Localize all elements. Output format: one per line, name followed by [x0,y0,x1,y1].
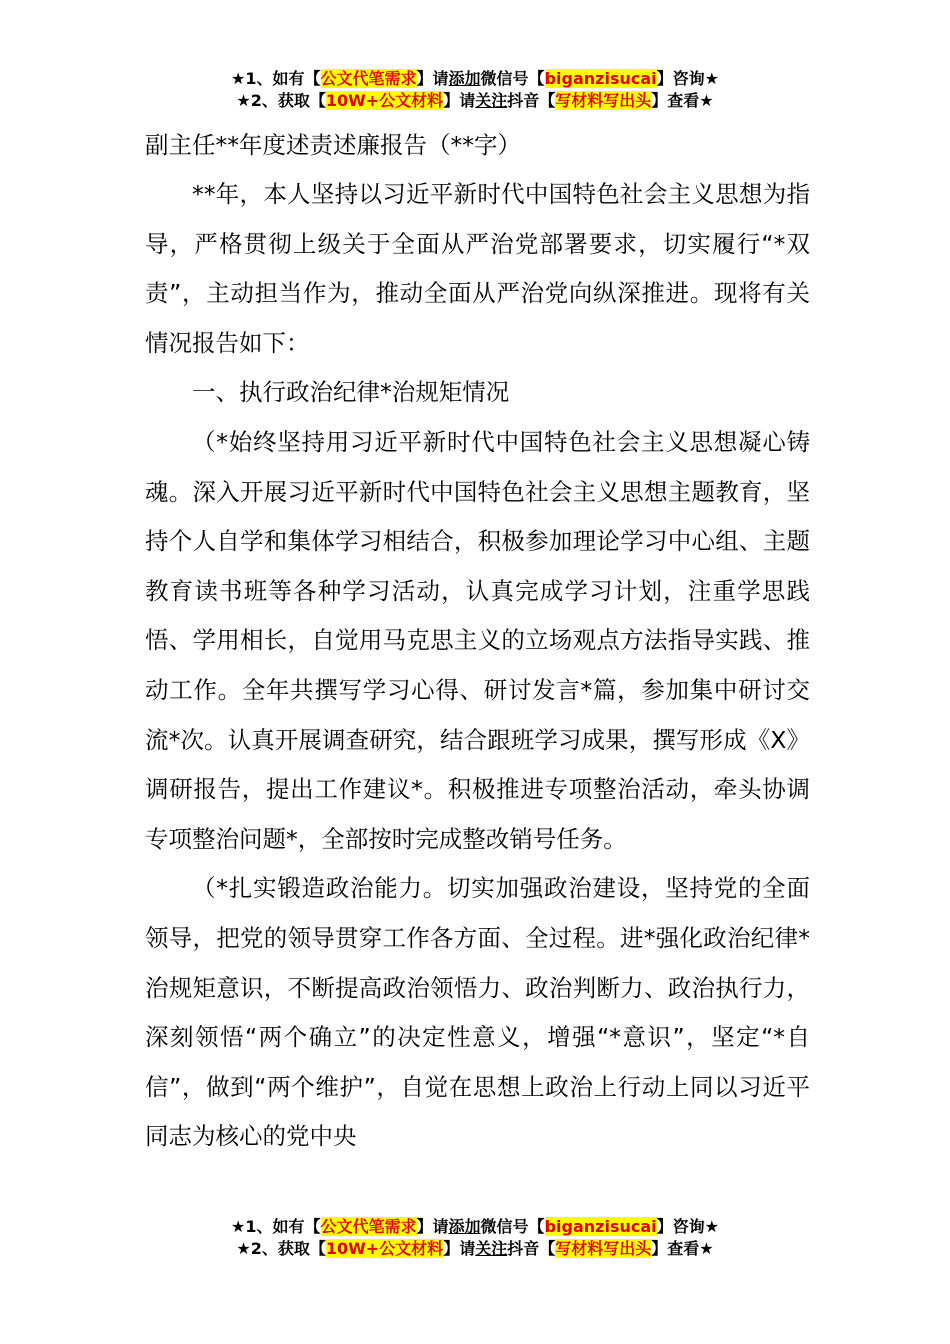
promo-line-2 [0,90,950,112]
promo-text: ★2、获取【 [236,1239,326,1258]
promo-highlight: 公文代笔需求 [320,69,417,88]
document-body [145,170,810,1162]
promo-text: 】查看★ [651,91,714,110]
promo-highlight: biganzisucai [544,69,657,88]
promo-text: ★2、获取【 [236,91,326,110]
promo-text: 】咨询★ [656,69,719,88]
promo-highlight: 写材料写出头 [555,91,652,110]
promo-text: ★1、如有【 [231,69,321,88]
promo-text: 抖音【 [507,91,556,110]
promo-line-1 [0,68,950,90]
paragraph: （*扎实锻造政治能力。切实加强政治建设，坚持党的全面领导，把党的领导贯穿工作各方面、全过程。进*强化政治纪律*治规矩意识，不断提高政治领悟力、政治判断力、政治执行力，深刻领悟“两个确立”的决定性意义，增强“*意识”，坚定“*自信”，做到“两个维护”，自觉在思想上政治上行动上同以习近平同志为核心的党中央 [145,874,810,1151]
paragraph: （*始终坚持用习近平新时代中国特色社会主义思想凝心铸魂。深入开展习近平新时代中国特色社会主义思想主题教育，坚持个人自学和集体学习相结合，积极参加理论学习中心组、主题教育读书班等各种学习活动，认真完成学习计划，注重学思践悟、学用相长，自觉用马克思主义的立场观点方法指导实践、推动工作。全年共撰写学习心得、研讨发言*篇，参加集中研讨交流*次。认真开展调查研究，结合跟班学习成果，撰写形成《X》调研报告，提出工作建议*。积极推进专项整治活动，牵头协调专项整治问题*，全部按时完成整改销号任务。 [145,427,810,853]
promo-text: 】请 [416,1217,449,1236]
promo-highlight: biganzisucai [544,1217,657,1236]
promo-text: 】请 [443,1239,476,1258]
promo-text: 】查看★ [651,1239,714,1258]
promo-line-2 [0,1238,950,1260]
promo-text: 抖音【 [507,1239,556,1258]
promo-text: 】请 [443,91,476,110]
promo-underline: 关注 [475,1239,508,1258]
promo-highlight: 10W+公文材料 [325,91,444,110]
top-promo-banner [0,68,950,112]
promo-text: ★1、如有【 [231,1217,321,1236]
promo-text: 】咨询★ [656,1217,719,1236]
promo-underline: 添加 [448,1217,481,1236]
paragraph-intro: **年，本人坚持以习近平新时代中国特色社会主义思想为指导，严格贯彻上级关于全面从严治党部署要求，切实履行“*双责”，主动担当作为，推动全面从严治党向纵深推进。现将有关情况报告如下： [145,180,810,357]
promo-highlight: 公文代笔需求 [320,1217,417,1236]
promo-line-1 [0,1216,950,1238]
promo-highlight: 10W+公文材料 [325,1239,444,1258]
bottom-promo-banner [0,1216,950,1260]
promo-text: 微信号【 [480,69,545,88]
document-title: 副主任**年度述责述廉报告（**字） [145,131,521,159]
promo-text: 微信号【 [480,1217,545,1236]
promo-highlight: 写材料写出头 [555,1239,652,1258]
section-heading: 一、执行政治纪律*治规矩情况 [192,378,510,407]
promo-text: 】请 [416,69,449,88]
promo-underline: 添加 [448,69,481,88]
promo-underline: 关注 [475,91,508,110]
